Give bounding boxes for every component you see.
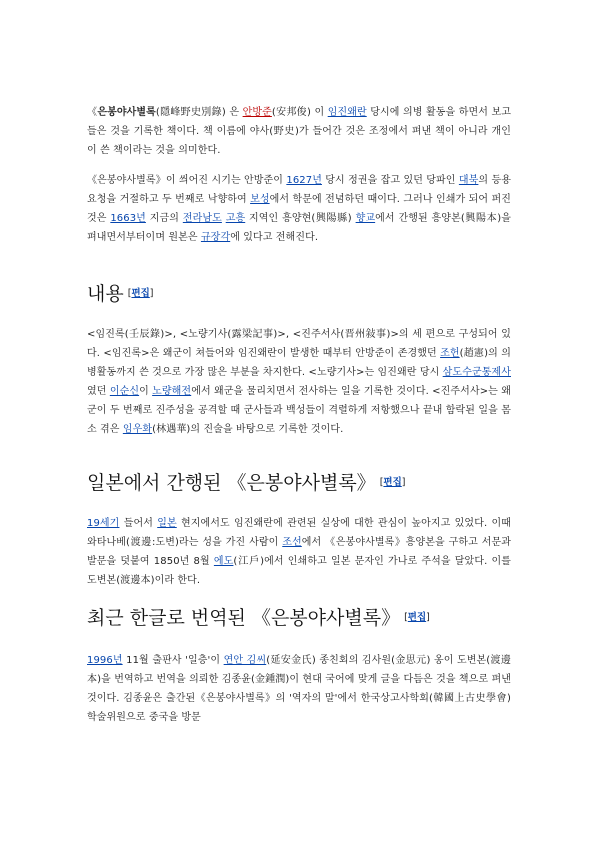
link-boseong[interactable]: 보성 bbox=[250, 194, 270, 205]
link-hyanggyo[interactable]: 향교 bbox=[355, 213, 376, 224]
text: (隱峰野史別錄) 은 bbox=[155, 107, 243, 118]
text: 《은봉야사별록》이 씌어진 시기는 안방준이 bbox=[87, 175, 287, 186]
link-imjin-war[interactable]: 임진왜란 bbox=[327, 107, 367, 118]
intro-paragraph-1 bbox=[87, 103, 511, 160]
text: <임진록(壬辰錄)>, <노량기사(露梁記事)>, <진주서사(晋州敍事)>의 세 편으로 구성되어 있다. <임진록>은 왜군이 쳐들어와 임진왜란이 발생한 때부터 안방준이 존경했던 bbox=[87, 329, 511, 359]
text: 에서 간행된 흥양본(興陽本)을 펴내면서부터이며 원본은 bbox=[87, 213, 511, 243]
text: (延安金氏) 종친회의 김사원(金思元) 옹이 도변본(渡邊本)을 번역하고 번역을 의뢰한 김종윤(金鍾潤)이 현대 국어에 맞게 글을 다듬은 것을 책으로 펴낸 것이다. 김종윤은 출간된《은봉야사별록》의 '역자의 말'에서 한국상고사학회(韓國上古史學會) 학술위원으로 중국을 방문 bbox=[87, 655, 511, 723]
text: 였던 bbox=[87, 386, 110, 397]
link-yeonan-kim-clan[interactable]: 연안 김씨 bbox=[223, 655, 267, 666]
text: 《 bbox=[87, 107, 98, 118]
intro-paragraph-2 bbox=[87, 171, 511, 247]
text: 이 bbox=[139, 386, 153, 397]
text: 당시 정권을 잡고 있던 당파인 bbox=[321, 175, 459, 186]
link-joheon[interactable]: 조헌 bbox=[440, 348, 460, 359]
text: 에서 학문에 전념하던 때이다. 그러나 인쇄가 되어 퍼진 것은 bbox=[87, 194, 511, 224]
text: 들어서 bbox=[119, 518, 158, 529]
link-im-u-hwa[interactable]: 임우화 bbox=[122, 424, 153, 435]
link-19th-century[interactable]: 19세기 bbox=[87, 518, 120, 529]
text: 현지에서도 임진왜란에 관련된 실상에 대한 관심이 높아지고 있었다. 이때 와타나베(渡邊:도변)라는 성을 가진 사람이 bbox=[87, 518, 511, 548]
text: (林遇華)의 진술을 바탕으로 기록한 것이다. bbox=[152, 424, 344, 435]
link-samdo-sugun[interactable]: 삼도수군통제사 bbox=[442, 367, 511, 378]
edit-section-link: [편집] bbox=[404, 612, 430, 623]
section-heading-japan bbox=[87, 470, 511, 496]
edit-link[interactable]: 편집 bbox=[383, 477, 402, 488]
link-noryang[interactable]: 노량해전 bbox=[152, 386, 192, 397]
text: 에서 왜군을 물리치면서 전사하는 일을 기록한 것이다. <진주서사>는 왜군이 두 번째로 진주성을 공격할 때 군사들과 백성들이 격렬하게 저항했으나 끝내 함락된 일을 몸소 겪은 bbox=[87, 386, 511, 435]
link-edo[interactable]: 에도 bbox=[213, 556, 234, 567]
section-contents-paragraph bbox=[87, 325, 511, 439]
heading-text: 최근 한글로 번역된 《은봉야사별록》 bbox=[87, 607, 401, 629]
section-korean-translation-paragraph bbox=[87, 651, 511, 727]
link-goheung[interactable]: 고흥 bbox=[225, 213, 246, 224]
text: 11월 출판사 '일층'이 bbox=[122, 655, 224, 666]
text: (安邦俊) 이 bbox=[271, 107, 328, 118]
section-heading-contents bbox=[87, 281, 511, 307]
edit-link[interactable]: 편집 bbox=[131, 288, 150, 299]
text: 지금의 bbox=[145, 213, 183, 224]
link-yi-sun-sin[interactable]: 이순신 bbox=[109, 386, 140, 397]
link-joseon[interactable]: 조선 bbox=[282, 537, 302, 548]
section-heading-korean-translation bbox=[87, 605, 511, 631]
text: 의 등용 요청을 거절하고 두 번째로 낙향하여 bbox=[87, 175, 511, 205]
text: (趙憲)의 의병활동까지 쓴 것으로 가장 많은 부분을 차지한다. <노량기사>는 임진왜란 당시 bbox=[87, 348, 511, 378]
text: 에서 《은봉야사별록》흥양본을 구하고 서문과 발문을 덧붙여 1850년 8월 bbox=[87, 537, 512, 567]
text: (江戶)에서 인쇄하고 일본 문자인 가나로 주석을 달았다. 이를 도변본(渡邊本)이라 한다. bbox=[87, 556, 512, 586]
link-japan[interactable]: 일본 bbox=[157, 518, 177, 529]
edit-section-link: [편집] bbox=[127, 288, 154, 299]
link-daebuk[interactable]: 대북 bbox=[458, 175, 479, 186]
text: 당시에 의병 활동을 하면서 보고 들은 것을 기록한 책이다. 책 이름에 야사(野史)가 들어간 것은 조정에서 펴낸 책이 아니라 개인이 쓴 책이라는 것을 의미한다. bbox=[87, 107, 512, 156]
link-jeollanam-do[interactable]: 전라남도 bbox=[182, 213, 222, 224]
book-title: 은봉야사별록 bbox=[97, 107, 156, 118]
section-japan-paragraph bbox=[87, 514, 511, 590]
link-1663[interactable]: 1663년 bbox=[110, 213, 146, 224]
heading-text: 내용 bbox=[87, 283, 124, 305]
link-1996[interactable]: 1996년 bbox=[87, 655, 123, 666]
edit-link[interactable]: 편집 bbox=[407, 612, 427, 623]
heading-text: 일본에서 간행된 《은봉야사별록》 bbox=[87, 472, 376, 494]
link-1627[interactable]: 1627년 bbox=[286, 175, 322, 186]
text: 에 있다고 전해진다. bbox=[230, 232, 319, 243]
edit-section-link: [편집] bbox=[379, 477, 406, 488]
link-an-bang-jun[interactable]: 안방준 bbox=[242, 107, 272, 118]
text: 지역인 흥양현(興陽縣) bbox=[245, 213, 356, 224]
link-kyujanggak[interactable]: 규장각 bbox=[200, 232, 231, 243]
